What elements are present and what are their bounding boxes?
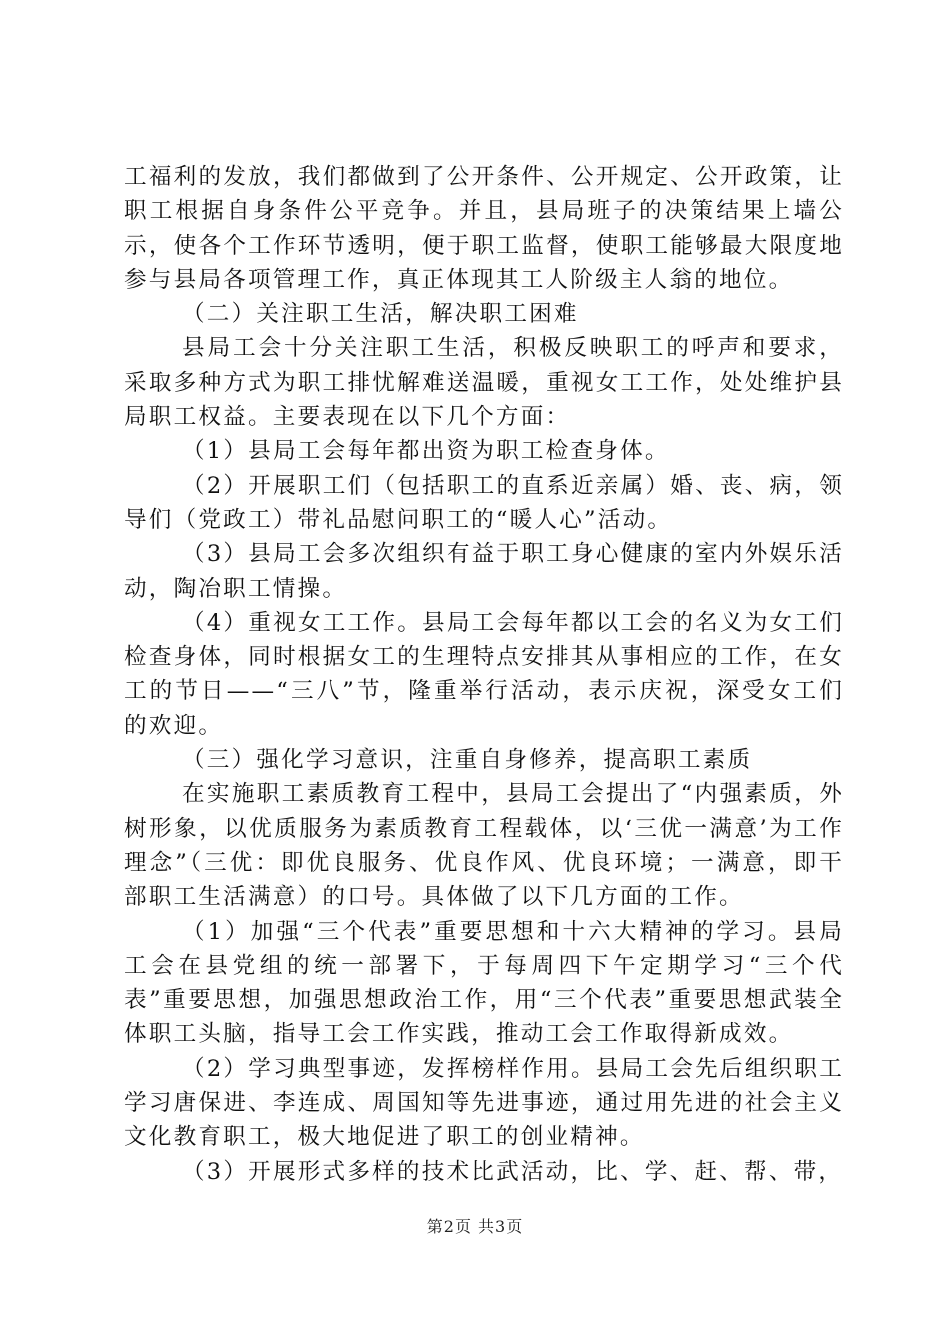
section-heading: （三）强化学习意识，注重自身修养，提高职工素质 xyxy=(182,747,753,774)
paragraph: 县局工会十分关注职工生活，积极反映职工的呼声和要求，采取多种方式为职工排忧解难送温暖，重视女工工作，处处维护县局职工权益。主要表现在以下几个方面： xyxy=(124,335,844,431)
document-body xyxy=(124,160,844,1189)
paragraph: 工福利的发放，我们都做到了公开条件、公开规定、公开政策，让职工根据自身条件公平竞争。并且，县局班子的决策结果上墙公示，使各个工作环节透明，便于职工监督，使职工能够最大限度地参与县局各项管理工作，真正体现其工人阶级主人翁的地位。 xyxy=(124,164,844,293)
section-heading: （二）关注职工生活，解决职工困难 xyxy=(182,301,579,328)
list-item: （2）学习典型事迹，发挥榜样作用。县局工会先后组织职工学习唐保进、李连成、周国知等先进事迹，通过用先进的社会主义文化教育职工，极大地促进了职工的创业精神。 xyxy=(124,1055,844,1151)
page-footer: 第2页 共3页 xyxy=(426,1217,524,1236)
list-item: （1）县局工会每年都出资为职工检查身体。 xyxy=(182,438,670,465)
list-item: （3）开展形式多样的技术比武活动，比、学、赶、帮、带， xyxy=(182,1158,844,1185)
list-item: （2）开展职工们（包括职工的直系近亲属）婚、丧、病，领导们（党政工）带礼品慰问职工的“暖人心”活动。 xyxy=(124,472,844,533)
list-item: （1）加强“三个代表”重要思想和十六大精神的学习。县局工会在县党组的统一部署下，于每周四下午定期学习“三个代表”重要思想，加强思想政治工作，用“三个代表”重要思想武装全体职工头脑，指导工会工作实践，推动工会工作取得新成效。 xyxy=(124,918,844,1048)
list-item: （3）县局工会多次组织有益于职工身心健康的室内外娱乐活动，陶冶职工情操。 xyxy=(124,541,844,602)
list-item: （4）重视女工工作。县局工会每年都以工会的名义为女工们检查身体，同时根据女工的生理特点安排其从事相应的工作，在女工的节日——“三八”节，隆重举行活动，表示庆祝，深受女工们的欢迎。 xyxy=(124,609,844,739)
paragraph: 在实施职工素质教育工程中，县局工会提出了“内强素质，外树形象，以优质服务为素质教育工程载体，以‘三优一满意’为工作理念”（三优：即优良服务、优良作风、优良环境；一满意，即干部职工生活满意）的口号。具体做了以下几方面的工作。 xyxy=(124,781,844,911)
